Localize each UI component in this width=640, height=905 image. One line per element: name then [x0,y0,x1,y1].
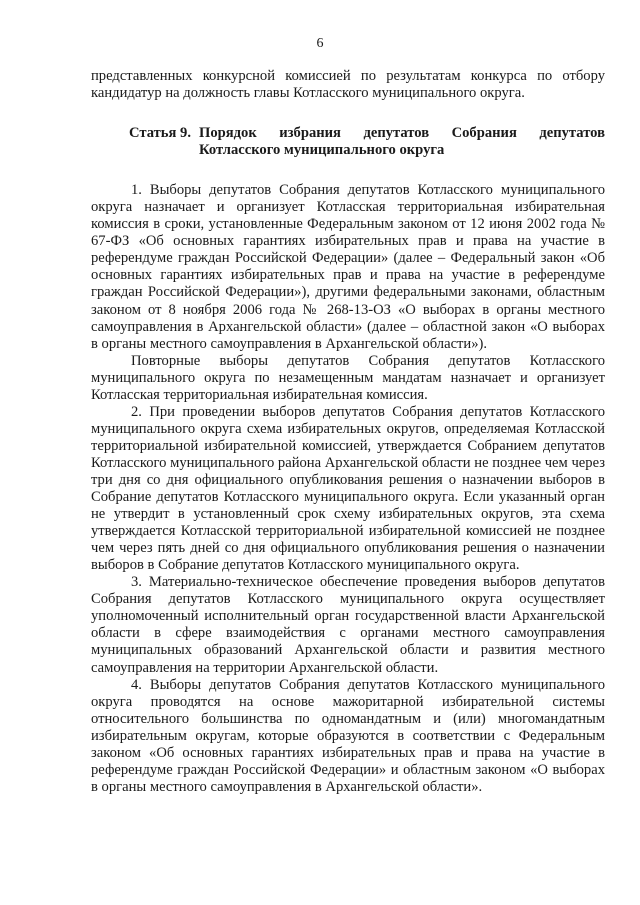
paragraph-1: 1. Выборы депутатов Собрания депутатов Котласского муниципального округа назначает и организует Котласская территориальная избирательная комиссия в сроки, установленные Федеральным законом от 12 июня 2002 года № 67-ФЗ «Об основных гарантиях избирательных прав и права на участие в референдуме граждан Российской Федерации» (далее – Федеральный закон «Об основных гарантиях избирательных прав и права на участие в референдуме граждан Российской Федерации»), другими федеральными законами, областным законом от 8 ноября 2006 года № 268-13-ОЗ «О выборах в органы местного самоуправления в Архангельской области» (далее – областной закон «О выборах в органы местного самоуправления в Архангельской области»). [91,182,605,352]
intro-paragraph: представленных конкурсной комиссией по результатам конкурса по отбору кандидатур на должность главы Котласского муниципального округа. [91,68,605,102]
document-body [91,68,605,796]
page-number: 6 [316,36,324,51]
article-number: Статья 9. [129,125,191,142]
paragraph-2: 2. При проведении выборов депутатов Собрания депутатов Котласского муниципального округа схема избирательных округов, определяемая Котласской территориальной избирательной комиссией, утверждается Собранием депутатов Котласского муниципального района Архангельской области не позднее чем через три дня со дня официального опубликования решения о назначении выборов в Собрание депутатов Котласского муниципального округа. Если указанный орган не утвердит в установленный срок схему избирательных округов, эта схема утверждается Котласской территориальной избирательной комиссией не позднее чем через пять дней со дня официального опубликования решения о назначении выборов в Собрание депутатов Котласского муниципального округа. [91,403,605,574]
paragraph-1-repeat-elections: Повторные выборы депутатов Собрания депутатов Котласского муниципального округа по незамещенным мандатам назначает и организует Котласская территориальная избирательная комиссия. [91,352,605,403]
paragraph-4: 4. Выборы депутатов Собрания депутатов Котласского муниципального округа проводятся на основе мажоритарной избирательной системы относительного большинства по одномандатным и (или) многомандатным избирательным округам, которые образуются в соответствии с Федеральным законом «Об основных гарантиях избирательных прав и права на участие в референдуме граждан Российской Федерации» и областным законом «О выборах в органы местного самоуправления в Архангельской области». [91,676,605,795]
article-heading [91,125,605,159]
paragraph-3: 3. Материально-техническое обеспечение проведения выборов депутатов Собрания депутатов Котласского муниципального округа осуществляет уполномоченный исполнительный орган государственной власти Архангельской области в сфере взаимодействия с органами местного самоуправления муниципальных образований Архангельской области и развития местного самоуправления на территории Архангельской области. [91,574,605,676]
article-title: Порядок избрания депутатов Собрания депутатов Котласского муниципального округа [199,125,605,159]
